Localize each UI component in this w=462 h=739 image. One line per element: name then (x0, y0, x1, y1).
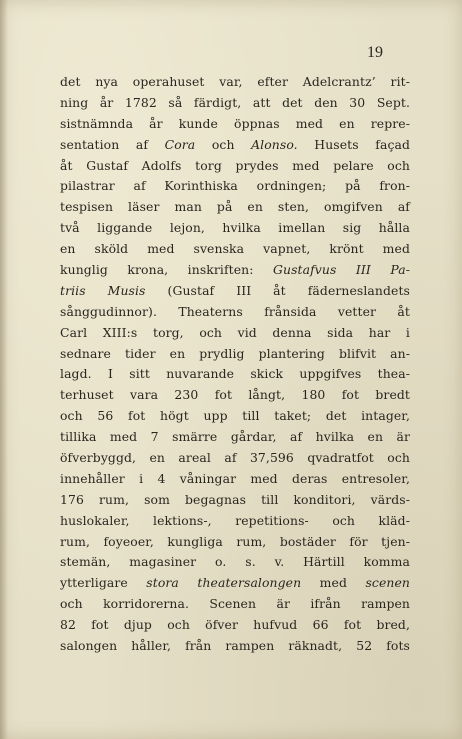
text-line (60, 573, 410, 594)
text-segment: tillika med 7 smärre gårdar, af hvilka en är (60, 429, 410, 445)
text-line (60, 114, 410, 135)
italic-text: Cora (164, 136, 196, 152)
text-segment: terhuset vara 230 fot långt, 180 fot bredt (60, 387, 410, 403)
text-line (60, 260, 410, 281)
text-segment: Husets façad (297, 136, 410, 152)
text-line (60, 218, 410, 239)
text-segment: ning år 1782 så färdigt, att det den 30 Sept. (60, 94, 410, 110)
text-segment: ytterligare (60, 575, 147, 591)
text-line (60, 406, 410, 427)
text-line (60, 532, 410, 553)
text-line (60, 511, 410, 532)
text-segment: sånggudinnor). Theaterns frånsida vetter åt (60, 303, 410, 319)
text-line (60, 135, 410, 156)
text-line (60, 490, 410, 511)
text-line (60, 364, 410, 385)
italic-text: scenen (365, 575, 410, 591)
text-line (60, 344, 410, 365)
italic-text: stora theatersalongen (146, 575, 302, 591)
italic-text: triis Musis (60, 282, 146, 298)
text-line (60, 323, 410, 344)
text-segment: det nya operahuset var, efter Adelcrantz’ rit- (60, 74, 410, 89)
text-segment: med (301, 575, 366, 591)
text-segment: Carl XIII:s torg, och vid denna sida har i (60, 324, 410, 340)
text-line (60, 594, 410, 615)
text-line (60, 552, 410, 573)
text-segment: sentation af (60, 136, 165, 152)
text-segment: stemän, magasiner o. s. v. Härtill komma (60, 554, 410, 570)
text-segment: och korridorerna. Scenen är ifrån rampen (60, 596, 410, 612)
text-segment: öfverbyggd, en areal af 37,596 qvadratfot och (60, 450, 410, 466)
text-line (60, 427, 410, 448)
text-line (60, 385, 410, 406)
text-segment: kunglig krona, inskriften: (60, 262, 273, 278)
italic-text: Alonso. (251, 136, 298, 152)
text-segment: och 56 fot högt upp till taket; det intager, (60, 408, 410, 424)
text-line (60, 72, 410, 93)
page-edge-shadow (0, 0, 8, 739)
text-line (60, 239, 410, 260)
text-segment: pilastrar af Korinthiska ordningen; på fron- (60, 178, 410, 194)
text-line (60, 93, 410, 114)
text-segment: 82 fot djup och öfver hufvud 66 fot bred, (60, 617, 410, 633)
text-line (60, 281, 410, 302)
text-segment: åt Gustaf Adolfs torg prydes med pelare och (60, 157, 410, 173)
text-segment: (Gustaf III åt fäderneslandets (145, 282, 410, 298)
text-segment: lagd. I sitt nuvarande skick uppgifves thea- (60, 366, 410, 382)
text-line (60, 469, 410, 490)
text-line (60, 615, 410, 636)
text-line (60, 302, 410, 323)
text-line (60, 197, 410, 218)
text-segment: tespisen läser man på en sten, omgifven af (60, 199, 410, 215)
text-line (60, 448, 410, 469)
body-text (60, 72, 410, 657)
text-segment: en sköld med svenska vapnet, krönt med (60, 241, 410, 257)
text-line (60, 636, 410, 657)
page-number: 19 (367, 44, 383, 61)
text-segment: innehåller i 4 våningar med deras entresoler, (60, 470, 410, 486)
text-segment: rum, foyeoer, kungliga rum, bostäder för tjen- (60, 533, 410, 549)
text-segment: sednare tider en prydlig plantering blifvit an- (60, 345, 410, 361)
text-line (60, 156, 410, 177)
text-segment: sistnämnda år kunde öppnas med en repre- (60, 115, 410, 131)
text-segment: salongen håller, från rampen räknadt, 52 fots (60, 638, 410, 654)
text-segment: två liggande lejon, hvilka imellan sig hålla (60, 220, 410, 236)
text-segment: och (195, 136, 252, 152)
text-segment: 176 rum, som begagnas till konditori, värds- (60, 491, 410, 507)
italic-text: Gustafvus III Pa- (273, 262, 410, 278)
text-segment: huslokaler, lektions-, repetitions- och kläd- (60, 512, 410, 528)
text-line (60, 176, 410, 197)
